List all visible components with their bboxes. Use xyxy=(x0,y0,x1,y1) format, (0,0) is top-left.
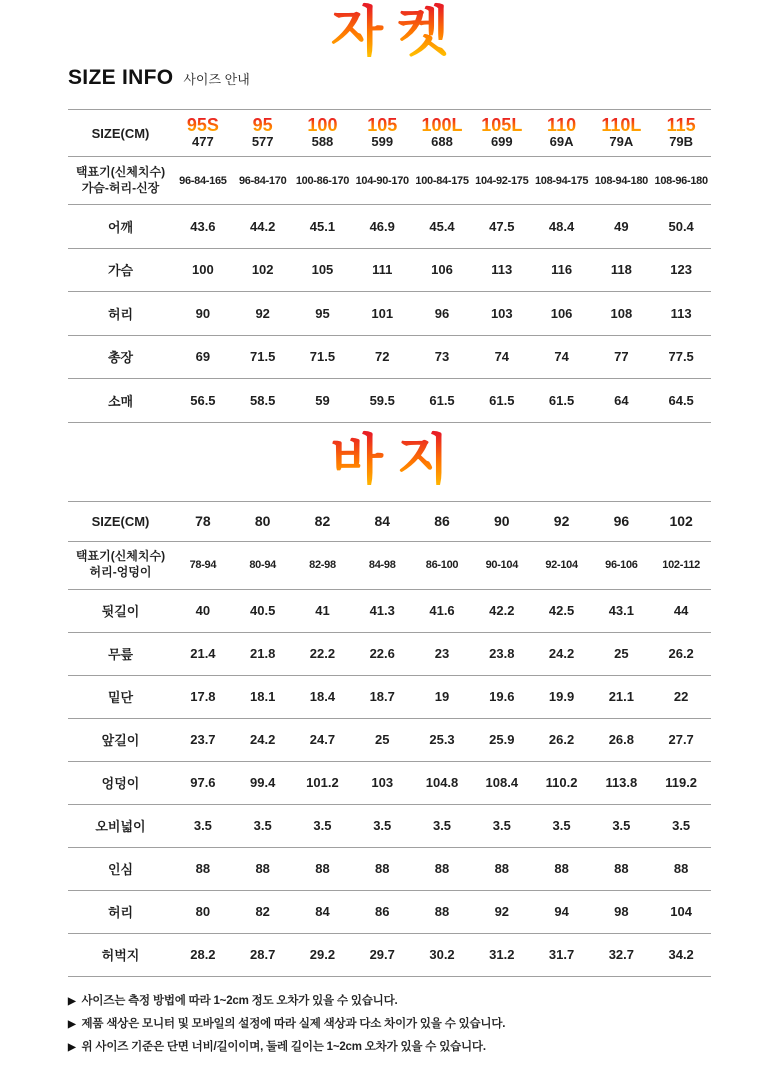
measurement-value: 29.2 xyxy=(309,947,336,962)
size-column-header xyxy=(173,513,233,529)
measurement-label: 밑단 xyxy=(107,690,134,705)
measurement-value: 48.4 xyxy=(548,218,575,234)
measurement-value: 3.5 xyxy=(432,818,452,833)
measurement-value: 77.5 xyxy=(668,349,694,365)
measurement-value: 72 xyxy=(375,349,390,365)
size-info-title: SIZE INFO xyxy=(68,66,174,89)
measurement-row xyxy=(68,762,711,805)
note-text: 제품 색상은 모니터 및 모바일의 설정에 따라 실제 색상과 다소 차이가 있을 수 있습니다. xyxy=(81,1017,506,1030)
measurement-value: 25.9 xyxy=(489,732,515,747)
measurement-row xyxy=(68,805,711,848)
size-header-row xyxy=(68,502,711,542)
measurement-value: 105 xyxy=(311,262,334,278)
measurement-value: 43.6 xyxy=(190,218,216,234)
measurement-value: 49 xyxy=(614,218,629,234)
tag-spec-row xyxy=(68,157,711,205)
measurement-value: 64.5 xyxy=(668,392,694,408)
measurement-value: 3.5 xyxy=(552,818,571,833)
pants-section-title: 바지 xyxy=(0,427,780,493)
measurement-label: 뒷길이 xyxy=(101,604,140,619)
measurement-value: 23 xyxy=(434,646,450,661)
size-label: 82 xyxy=(314,513,331,529)
size-label: 110 xyxy=(532,116,592,135)
measurement-value: 3.5 xyxy=(313,818,332,833)
measurement-value: 3.5 xyxy=(253,818,272,833)
measurement-value: 18.1 xyxy=(250,689,276,704)
size-code: 688 xyxy=(431,134,453,150)
measurement-value: 18.4 xyxy=(309,689,336,704)
tag-spec-value: 78-94 xyxy=(189,559,217,571)
measurement-value: 92 xyxy=(494,904,510,919)
measurement-row xyxy=(68,633,711,676)
size-code: 577 xyxy=(251,134,274,150)
size-column-header xyxy=(472,116,532,149)
measurement-value: 47.5 xyxy=(489,218,515,234)
measurement-value: 104.8 xyxy=(425,775,459,790)
tag-spec-label-line: 택표기(신체치수) xyxy=(75,164,166,179)
measurement-label: 허벅지 xyxy=(101,948,140,963)
measurement-value: 108.4 xyxy=(485,775,519,790)
pants-size-table xyxy=(68,501,711,977)
measurement-value: 24.2 xyxy=(548,646,575,661)
measurement-value: 3.5 xyxy=(193,818,212,833)
measurement-value: 42.5 xyxy=(548,603,575,618)
tag-spec-value: 86-100 xyxy=(425,559,459,571)
measurement-value: 41.3 xyxy=(369,603,395,618)
measurement-row xyxy=(68,934,711,977)
measurement-value: 42.2 xyxy=(489,603,515,618)
measurement-label: 앞길이 xyxy=(101,733,140,748)
measurement-value: 3.5 xyxy=(672,818,691,833)
tag-spec-value: 108-94-175 xyxy=(534,174,589,187)
measurement-value: 106 xyxy=(431,262,453,278)
measurement-value: 61.5 xyxy=(548,392,575,408)
measurement-value: 113 xyxy=(491,262,513,278)
size-label: 95S xyxy=(173,116,233,135)
size-label: 110L xyxy=(591,116,651,135)
measurement-value: 69 xyxy=(195,349,211,365)
size-label: 80 xyxy=(254,513,271,529)
size-column-header xyxy=(532,116,592,149)
measurement-value: 111 xyxy=(372,262,393,278)
jacket-section-title: 자켓 xyxy=(0,0,780,60)
measurement-value: 3.5 xyxy=(373,818,392,833)
size-label: 84 xyxy=(374,513,391,529)
measurement-value: 84 xyxy=(315,904,330,919)
size-column-header xyxy=(233,116,293,149)
measurement-value: 25 xyxy=(614,646,629,661)
measurement-value: 118 xyxy=(610,262,632,278)
measurement-value: 110.2 xyxy=(545,775,578,790)
measurement-label: 엉덩이 xyxy=(101,776,140,791)
tag-spec-value: 102-112 xyxy=(662,559,700,571)
size-label: 115 xyxy=(651,116,711,135)
measurement-label: 총장 xyxy=(107,350,134,366)
measurement-value: 19.6 xyxy=(489,689,515,704)
measurement-value: 90 xyxy=(195,305,211,321)
measurement-value: 22.2 xyxy=(309,646,336,661)
measurement-value: 56.5 xyxy=(190,392,216,408)
measurement-value: 88 xyxy=(195,861,211,876)
measurement-value: 43.1 xyxy=(608,603,635,618)
measurement-value: 103 xyxy=(490,305,513,321)
measurement-value: 25.3 xyxy=(429,732,455,747)
measurement-value: 28.7 xyxy=(250,947,276,962)
size-column-header xyxy=(233,513,293,529)
size-label: 92 xyxy=(553,513,570,529)
tag-spec-label xyxy=(68,549,173,580)
measurement-label: 소매 xyxy=(107,393,134,409)
size-label: 100 xyxy=(293,116,353,135)
measurement-value: 98 xyxy=(614,904,629,919)
measurement-value: 80 xyxy=(195,904,211,919)
measurement-value: 88 xyxy=(554,861,569,876)
measurement-value: 31.2 xyxy=(489,947,515,962)
measurement-row xyxy=(68,676,711,719)
tag-spec-label-line: 택표기(신체치수) xyxy=(75,549,166,564)
tag-spec-label xyxy=(68,165,173,196)
measurement-value: 88 xyxy=(434,861,450,876)
measurement-value: 71.5 xyxy=(250,349,276,365)
measurement-value: 31.7 xyxy=(548,947,575,962)
tag-spec-value: 84-98 xyxy=(368,559,396,571)
size-code: 599 xyxy=(371,134,394,150)
tag-spec-value: 80-94 xyxy=(249,559,276,571)
size-label: 96 xyxy=(613,513,630,529)
size-column-header xyxy=(472,513,532,529)
measurement-value: 101.2 xyxy=(306,775,339,790)
measurement-value: 74 xyxy=(554,349,569,365)
size-column-header xyxy=(412,513,472,529)
measurement-value: 119.2 xyxy=(665,775,698,790)
measurement-value: 21.8 xyxy=(250,646,276,661)
size-column-header xyxy=(651,116,711,149)
measurement-value: 61.5 xyxy=(489,392,515,408)
measurement-value: 30.2 xyxy=(429,947,455,962)
triangle-bullet-icon: ▶ xyxy=(68,1018,76,1030)
tag-spec-value: 82-98 xyxy=(309,559,336,571)
measurement-value: 45.1 xyxy=(309,218,336,234)
measurement-value: 41 xyxy=(315,603,330,618)
measurement-value: 82 xyxy=(255,904,270,919)
measurement-value: 74 xyxy=(494,349,510,365)
size-label: 78 xyxy=(195,513,211,529)
tag-spec-value: 104-90-170 xyxy=(355,174,409,187)
measurement-value: 123 xyxy=(670,262,692,278)
measurement-row xyxy=(68,205,711,249)
tag-spec-value: 108-96-180 xyxy=(654,174,708,187)
measurement-label: 어깨 xyxy=(107,219,134,235)
measurement-value: 3.5 xyxy=(612,818,631,833)
measurement-value: 25 xyxy=(375,732,390,747)
measurement-value: 58.5 xyxy=(250,392,276,408)
note-text: 사이즈는 측정 방법에 따라 1~2cm 정도 오차가 있을 수 있습니다. xyxy=(81,994,398,1007)
measurement-value: 100 xyxy=(192,262,214,278)
measurement-label: 허리 xyxy=(107,306,134,322)
size-column-header xyxy=(352,116,412,149)
measurement-row xyxy=(68,336,711,380)
size-code: 699 xyxy=(490,134,513,150)
measurement-value: 88 xyxy=(375,861,390,876)
measurement-value: 96 xyxy=(434,305,450,321)
measurement-value: 92 xyxy=(255,305,270,321)
measurement-value: 77 xyxy=(614,349,629,365)
size-column-header xyxy=(651,513,711,529)
triangle-bullet-icon: ▶ xyxy=(68,995,76,1007)
size-column-header xyxy=(412,116,472,149)
measurement-value: 44 xyxy=(673,603,689,618)
measurement-value: 101 xyxy=(371,305,394,321)
size-header-row xyxy=(68,110,711,157)
measurement-value: 95 xyxy=(315,305,330,321)
size-label: 105L xyxy=(472,116,532,135)
size-column-header xyxy=(352,513,412,529)
measurement-value: 97.6 xyxy=(190,775,216,790)
footer-notes xyxy=(68,992,780,1054)
size-column-header xyxy=(293,513,353,529)
measurement-value: 18.7 xyxy=(369,689,395,704)
measurement-value: 59.5 xyxy=(369,392,395,408)
size-info-header xyxy=(68,66,780,94)
measurement-value: 59 xyxy=(315,392,330,408)
size-code: 69A xyxy=(549,134,574,150)
measurement-value: 24.2 xyxy=(250,732,276,747)
size-column-header xyxy=(591,116,651,149)
tag-spec-label-line: 가슴-허리-신장 xyxy=(81,180,160,195)
measurement-value: 19.9 xyxy=(548,689,575,704)
size-header-label: SIZE(CM) xyxy=(91,513,150,529)
measurement-value: 88 xyxy=(434,904,450,919)
size-label: 95 xyxy=(233,116,293,135)
measurement-row xyxy=(68,292,711,336)
measurement-value: 44.2 xyxy=(250,218,276,234)
tag-spec-value: 96-84-170 xyxy=(238,174,287,187)
measurement-label: 무릎 xyxy=(107,647,134,662)
measurement-value: 64 xyxy=(614,392,629,408)
size-label: 105 xyxy=(352,116,412,135)
measurement-value: 26.8 xyxy=(608,732,635,747)
measurement-value: 23.8 xyxy=(489,646,515,661)
measurement-value: 32.7 xyxy=(608,947,635,962)
measurement-row xyxy=(68,719,711,762)
measurement-value: 113.8 xyxy=(605,775,638,790)
measurement-value: 24.7 xyxy=(309,732,336,747)
measurement-value: 28.2 xyxy=(190,947,216,962)
size-code: 477 xyxy=(192,134,214,150)
triangle-bullet-icon: ▶ xyxy=(68,1041,76,1053)
measurement-value: 34.2 xyxy=(668,947,694,962)
tag-spec-value: 92-104 xyxy=(545,559,578,571)
measurement-value: 88 xyxy=(255,861,270,876)
size-header-label: SIZE(CM) xyxy=(91,125,150,141)
measurement-value: 17.8 xyxy=(190,689,216,704)
measurement-value: 19 xyxy=(434,689,450,704)
measurement-row xyxy=(68,848,711,891)
measurement-value: 73 xyxy=(434,349,450,365)
measurement-value: 3.5 xyxy=(492,818,511,833)
measurement-value: 40.5 xyxy=(250,603,276,618)
measurement-value: 116 xyxy=(551,262,573,278)
size-label: 90 xyxy=(494,513,510,529)
measurement-value: 104 xyxy=(670,904,692,919)
measurement-value: 50.4 xyxy=(668,218,694,234)
measurement-value: 22 xyxy=(673,689,689,704)
measurement-value: 41.6 xyxy=(429,603,455,618)
tag-spec-value: 104-92-175 xyxy=(475,174,529,187)
measurement-value: 29.7 xyxy=(369,947,395,962)
size-label: 102 xyxy=(669,513,693,529)
measurement-value: 103 xyxy=(371,775,394,790)
measurement-value: 86 xyxy=(375,904,390,919)
measurement-value: 102 xyxy=(251,262,274,278)
measurement-value: 46.9 xyxy=(369,218,395,234)
measurement-value: 71.5 xyxy=(309,349,336,365)
size-code: 588 xyxy=(311,134,334,150)
measurement-value: 23.7 xyxy=(190,732,216,747)
measurement-value: 26.2 xyxy=(668,646,694,661)
measurement-value: 99.4 xyxy=(250,775,276,790)
measurement-label: 오비넓이 xyxy=(95,819,146,834)
tag-spec-value: 100-84-175 xyxy=(415,174,469,187)
measurement-value: 21.1 xyxy=(608,689,635,704)
measurement-value: 88 xyxy=(315,861,330,876)
measurement-value: 21.4 xyxy=(190,646,216,661)
tag-spec-value: 108-94-180 xyxy=(594,174,648,187)
tag-spec-value: 96-106 xyxy=(605,559,638,571)
size-code: 79B xyxy=(669,134,694,150)
measurement-value: 27.7 xyxy=(668,732,694,747)
size-column-header xyxy=(173,116,233,149)
size-column-header xyxy=(532,513,592,529)
measurement-value: 106 xyxy=(550,305,573,321)
measurement-row xyxy=(68,249,711,293)
measurement-value: 26.2 xyxy=(548,732,575,747)
measurement-value: 40 xyxy=(195,603,211,618)
measurement-value: 61.5 xyxy=(429,392,455,408)
size-info-subtitle: 사이즈 안내 xyxy=(183,72,250,87)
tag-spec-value: 100-86-170 xyxy=(295,174,350,187)
measurement-value: 88 xyxy=(494,861,510,876)
measurement-value: 22.6 xyxy=(369,646,395,661)
tag-spec-value: 96-84-165 xyxy=(179,174,227,187)
note-text: 위 사이즈 기준은 단면 너비/길이이며, 둘레 길이는 1~2cm 오차가 있을 수 있습니다. xyxy=(81,1040,486,1053)
measurement-label: 인심 xyxy=(107,862,134,877)
size-column-header xyxy=(293,116,353,149)
measurement-value: 113 xyxy=(670,305,692,321)
size-label: 86 xyxy=(434,513,450,529)
note-line xyxy=(68,992,780,1008)
measurement-row xyxy=(68,379,711,423)
measurement-value: 88 xyxy=(673,861,689,876)
measurement-value: 94 xyxy=(554,904,569,919)
size-column-header xyxy=(591,513,651,529)
tag-spec-row xyxy=(68,542,711,590)
measurement-label: 허리 xyxy=(107,905,134,920)
size-code: 79A xyxy=(609,134,634,150)
jacket-size-table xyxy=(68,109,711,423)
size-label: 100L xyxy=(412,116,472,135)
tag-spec-label-line: 허리-엉덩이 xyxy=(89,565,152,579)
measurement-row xyxy=(68,891,711,934)
note-line xyxy=(68,1015,780,1031)
measurement-label: 가슴 xyxy=(107,263,134,279)
tag-spec-value: 90-104 xyxy=(485,559,519,571)
measurement-value: 45.4 xyxy=(429,218,455,234)
measurement-value: 88 xyxy=(614,861,629,876)
measurement-value: 108 xyxy=(610,305,633,321)
note-line xyxy=(68,1038,780,1054)
measurement-row xyxy=(68,590,711,633)
